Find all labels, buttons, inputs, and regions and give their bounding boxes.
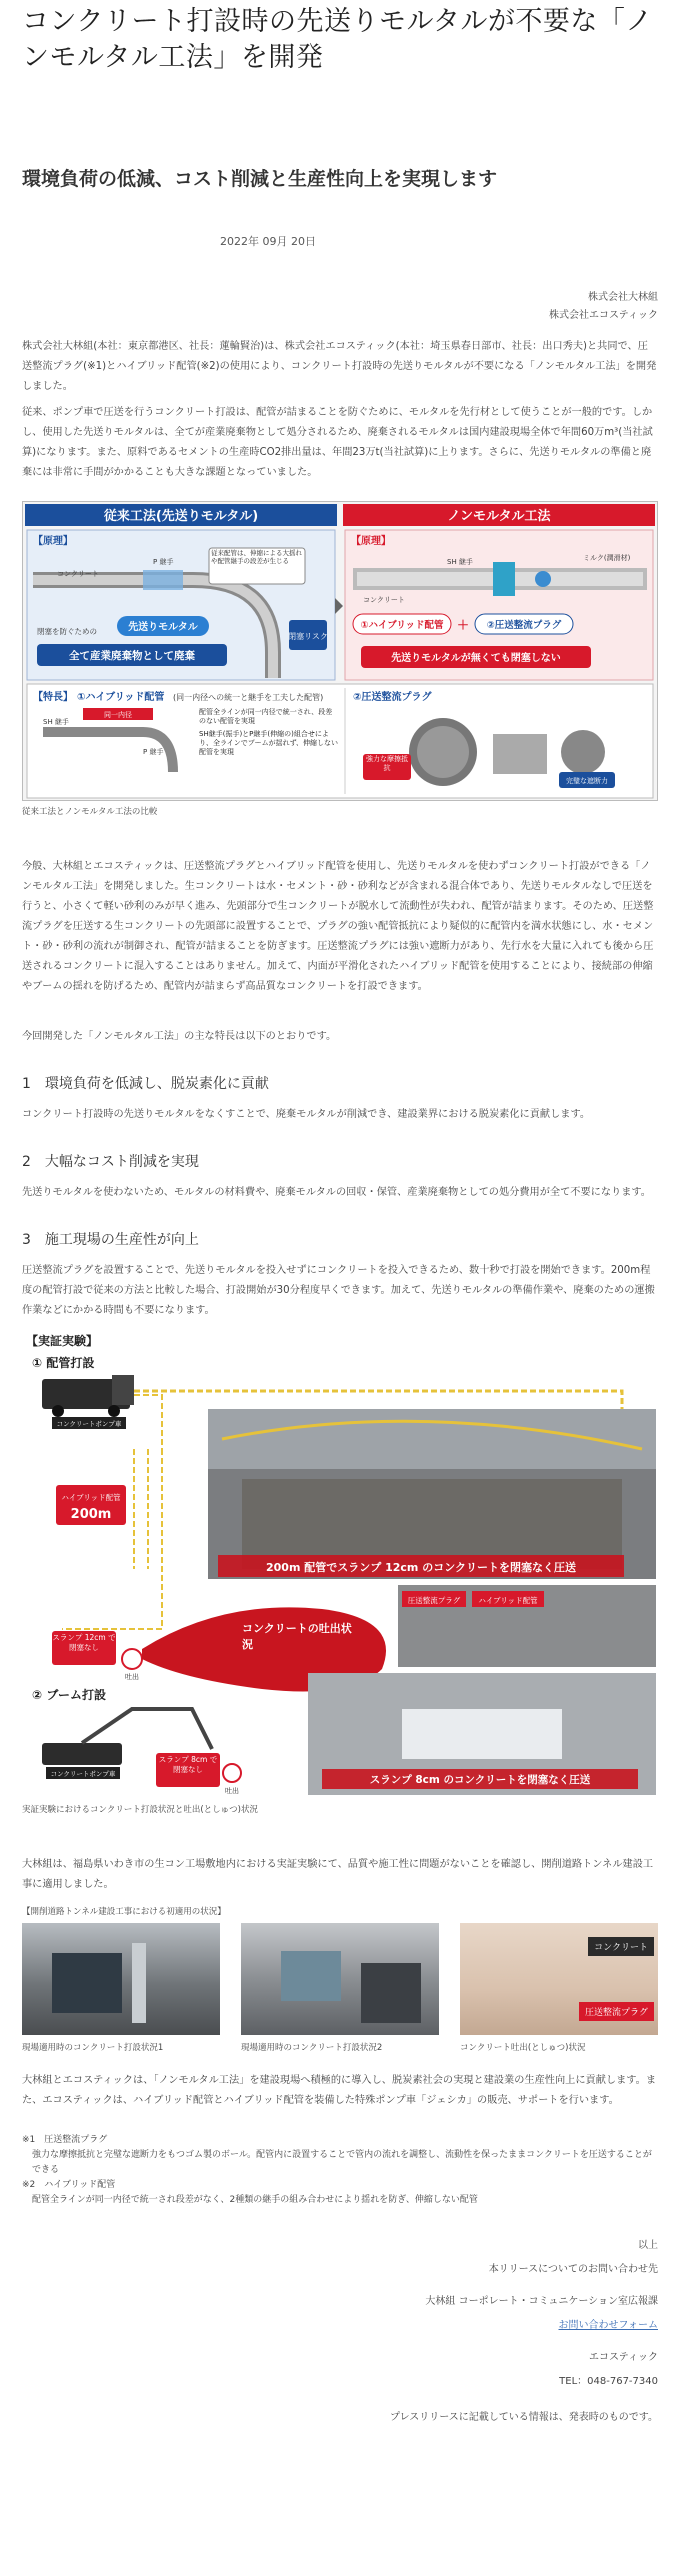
plus-sign: ＋ — [456, 618, 470, 632]
right-genri: 【原理】 — [351, 536, 391, 547]
page-subtitle: 環境負荷の低減、コスト削減と生産性向上を実現します — [22, 168, 498, 190]
intro-paragraph-2: 従来、ポンプ車で圧送を行うコンクリート打設は、配管が詰まることを防ぐために、モルタルを先行材として使うことが一般的です。しかし、使用した先送りモルタルは、全てが産業廃棄物として処分されるため、廃棄されるモルタルは国内建設現場全体で年間60万m³(当社試算)になります。また、原料であるセメントの生産時CO2排出量は、年間23万t(当社試算)に上ります。さらに、先送りモルタルの準備と廃棄には非常に手間がかかることも大きな課題となっていました。 — [22, 407, 653, 478]
demo-item1: ① 配管打設 — [32, 1356, 95, 1370]
perfect-block: 完璧な遮断力 — [566, 777, 608, 785]
discharge-label-2: 吐出 — [225, 1787, 239, 1795]
application-photo-2 — [241, 1923, 439, 2035]
page-title: コンクリート打設時の先送りモルタルが不要な「ノンモルタル工法」を開発 — [22, 6, 653, 73]
company-ecostick: 株式会社エコスティック — [549, 310, 658, 321]
left-concrete-label: コンクリート — [57, 570, 99, 578]
note-2-body: 配管全ラインが同一内径で統一され段差がなく、2種類の継手の組み合わせにより揺れを防ぎ、伸縮しない配管 — [32, 2195, 478, 2205]
mortar-bubble: 先送りモルタル — [128, 622, 198, 633]
application-photo-3 — [460, 1923, 658, 2035]
demo-item2: ② ブーム打設 — [32, 1688, 106, 1702]
photo2-banner: スランプ 8cm のコンクリートを閉塞なく圧送 — [369, 1774, 591, 1786]
release-date: 2022年 09月 20日 — [220, 235, 316, 248]
footnotes — [22, 2133, 658, 2208]
feature1-point1: 配管全ラインが同一内径で統一され、段差のない配管を実現 — [199, 708, 333, 725]
discharge-callout: コンクリートの吐出状況 — [242, 1622, 352, 1651]
photo3-tag-plug: 圧送整流プラグ — [579, 2002, 654, 2021]
strong-friction: 強力な摩擦抵抗 — [366, 755, 408, 772]
paragraph-5: 大林組は、福島県いわき市の生コン工場敷地内における実証実験にて、品質や施工性に問題がないことを確認し、開削道路トンネル建設工事に適用しました。 — [22, 1859, 654, 1890]
hybrid-length: 200m — [70, 1507, 112, 1522]
section-3-title: 施工現場の生産性が向上 — [44, 1232, 199, 1248]
photo-card-2 — [241, 1923, 439, 2053]
tokucho: 【特長】 — [33, 692, 73, 703]
paragraph-4: 今回開発した「ノンモルタル工法」の主な特長は以下のとおりです。 — [22, 1031, 337, 1042]
right-header: ノンモルタル工法 — [447, 509, 551, 524]
contact-tel: TEL：048-767-7340 — [559, 2376, 658, 2387]
section-3-number: 3 — [22, 1232, 31, 1248]
demo-heading: 【実証実験】 — [26, 1334, 99, 1348]
section-2-body: 先送りモルタルを使わないため、モルタルの材料費や、廃棄モルタルの回収・保管、産業廃棄物としての処分費用が全て不要になります。 — [22, 1187, 651, 1198]
photo3-tag-concrete: コンクリート — [588, 1937, 654, 1956]
feature1-title: ①ハイブリッド配管 — [77, 692, 165, 703]
pump-label-1: コンクリートポンプ車 — [56, 1420, 122, 1428]
slump8-box: スランプ 8cm で閉塞なし — [158, 1755, 218, 1774]
company-obayashi: 株式会社大林組 — [588, 292, 658, 303]
photo-2-caption: 現場適用時のコンクリート打設状況2 — [241, 2043, 383, 2053]
feature2-title: ②圧送整流プラグ — [353, 692, 432, 703]
right-concrete-label: コンクリート — [363, 596, 405, 604]
feature1-point2: SH継手(振手)とP継手(伸縮の)組合せにより、全ラインでブームが揺れず、伸縮しない配管を実現 — [199, 730, 339, 756]
section-1-heading — [22, 1073, 658, 1093]
note-2-title: ※2 ハイブリッド配管 — [22, 2180, 116, 2190]
figure2-caption: 実証実験におけるコンクリート打設状況と吐出(としゅつ)状況 — [22, 1805, 258, 1815]
plug-label: ②圧送整流プラグ — [486, 620, 562, 631]
photo-3-caption: コンクリート吐出(としゅつ)状況 — [460, 2043, 586, 2053]
section-2-title: 大幅なコスト削減を実現 — [44, 1154, 199, 1170]
contact-company: エコスティック — [589, 2352, 658, 2363]
hybrid-pipe-label: ①ハイブリッド配管 — [360, 620, 444, 631]
douitsu-naikei: 同一内径 — [104, 711, 132, 719]
final-note: プレスリリースに記載している情報は、発表時のものです。 — [390, 2412, 658, 2423]
slump12-box: スランプ 12cm で閉塞なし — [52, 1633, 116, 1652]
tag-hybrid: ハイブリッド配管 — [478, 1596, 538, 1605]
section-1-number: 1 — [22, 1076, 31, 1092]
photo-card-1 — [22, 1923, 220, 2053]
section-2-number: 2 — [22, 1154, 31, 1170]
intro-paragraph-1: 株式会社大林組(本社：東京都港区、社長：蓮輪賢治)は、株式会社エコスティック(本社：埼玉県春日部市、社長：出口秀夫)と共同で、圧送整流プラグ(※1)とハイブリッド配管(※2)の使用により、コンクリート打設時の先送りモルタルが不要になる「ノンモルタル工法」を開発しました。 — [22, 341, 657, 392]
waste-text: 閉塞を防ぐための — [37, 627, 97, 636]
left-genri: 【原理】 — [33, 536, 73, 547]
section-3-heading — [22, 1229, 658, 1249]
p-joint-label: P 継手 — [153, 558, 174, 566]
section-1-body: コンクリート打設時の先送りモルタルをなくすことで、廃棄モルタルが削減でき、建設業界における脱炭素化に貢献します。 — [22, 1109, 591, 1120]
contact-heading: 本リリースについてのお問い合わせ先 — [488, 2264, 658, 2275]
photo-card-3 — [460, 1923, 658, 2053]
hybrid-box-label: ハイブリッド配管 — [61, 1493, 121, 1502]
discharge-label-1: 吐出 — [125, 1673, 139, 1681]
left-header: 従来工法(先送りモルタル) — [103, 509, 259, 524]
contact-dept: 大林組 コーポレート・コミュニケーション室広報課 — [425, 2296, 658, 2307]
note-1-title: ※1 圧送整流プラグ — [22, 2135, 108, 2145]
section-1-title: 環境負荷を低減し、脱炭素化に貢献 — [44, 1076, 269, 1092]
photos-heading: 【開削道路トンネル建設工事における初適用の状況】 — [22, 1907, 226, 1917]
milk-label: ミルク(潤滑材) — [583, 554, 631, 562]
note-1-body: 強力な摩擦抵抗と完璧な遮断力をもつゴム製のボール。配管内に設置することで管内の流れを調整し、流動性を保ったままコンクリートを圧送することができる — [32, 2150, 652, 2175]
closing-end: 以上 — [638, 2240, 658, 2251]
paragraph-3: 今般、大林組とエコスティックは、圧送整流プラグとハイブリッド配管を使用し、先送りモルタルを使わずコンクリート打設ができる「ノンモルタル工法」を開発しました。生コンクリートは水・セメント・砂・砂利などが含まれる混合体であり、先送りモルタルなしで圧送を行うと、小さくて軽い砂利のみが早く進み、先頭部分で生コンクリートが脱水して流動性が失われ、配管が詰まります。そのため、圧送整流プラグを圧送する生コンクリートの先頭部に設置することで、プラグの強い配管抵抗により疑似的に配管内を満水状態にし、水・セメント・砂・砂利の流れが制御され、配管が詰まることを防ぎます。圧送整流プラグには強い遮断力があり、先行水を大量に入れても後から圧送されるコンクリートに混入することはありません。加えて、内面が平滑化されたハイブリッド配管を使用することにより、接続部の伸縮やブームの揺れを防げるため、配管内が詰まらず高品質なコンクリートを打設できます。 — [22, 861, 654, 992]
mortar-caption: 従来配管は、伸縮による大揺れや配管継手の段差が生じる — [211, 549, 302, 565]
red-banner: 先送りモルタルが無くても閉塞しない — [391, 653, 561, 664]
feature1-sub: (同一内径への統一と継手を工夫した配管) — [173, 693, 324, 702]
contact-block — [22, 2234, 658, 2394]
paragraph-6: 大林組とエコスティックは、「ノンモルタル工法」を建設現場へ積極的に導入し、脱炭素社会の実現と建設業の生産性向上に貢献します。また、エコスティックは、ハイブリッド配管とハイブリッド配管を装備した特殊ポンプ車「ジェシカ」の販売、サポートを行います。 — [22, 2075, 657, 2106]
contact-form-link[interactable]: お問い合わせフォーム — [558, 2320, 658, 2331]
figure1-caption: 従来工法とノンモルタル工法の比較 — [22, 807, 158, 817]
clog-risk: 閉塞リスク — [288, 632, 328, 641]
section-2-heading — [22, 1151, 658, 1171]
tag-plug: 圧送整流プラグ — [407, 1596, 461, 1605]
application-photos — [22, 1923, 658, 2053]
photo-1-caption: 現場適用時のコンクリート打設状況1 — [22, 2043, 164, 2053]
company-block — [22, 289, 658, 325]
section-3-body: 圧送整流プラグを設置することで、先送りモルタルを投入せずにコンクリートを投入できるため、数十秒で打設を開始できます。200m程度の配管打設で従来の方法と比較した場合、打設開始が30分程度早くできます。加えて、先送りモルタルの準備作業や、廃棄のための運搬作業などにかかる時間も不要になります。 — [22, 1265, 655, 1316]
photo1-banner: 200m 配管でスランプ 12cm のコンクリートを閉塞なく圧送 — [266, 1561, 576, 1574]
feat-p-joint: P 継手 — [143, 748, 164, 756]
comparison-figure — [22, 501, 658, 801]
pump-label-2: コンクリートポンプ車 — [50, 1770, 116, 1778]
demonstration-figure — [22, 1329, 658, 1799]
waste-banner: 全て産業廃棄物として廃棄 — [69, 650, 195, 662]
demonstration-diagram — [22, 1329, 658, 1799]
application-photo-1 — [22, 1923, 220, 2035]
feat-sh-joint: SH 継手 — [43, 718, 69, 726]
comparison-diagram — [23, 502, 657, 801]
sh-joint-label: SH 継手 — [447, 558, 473, 566]
